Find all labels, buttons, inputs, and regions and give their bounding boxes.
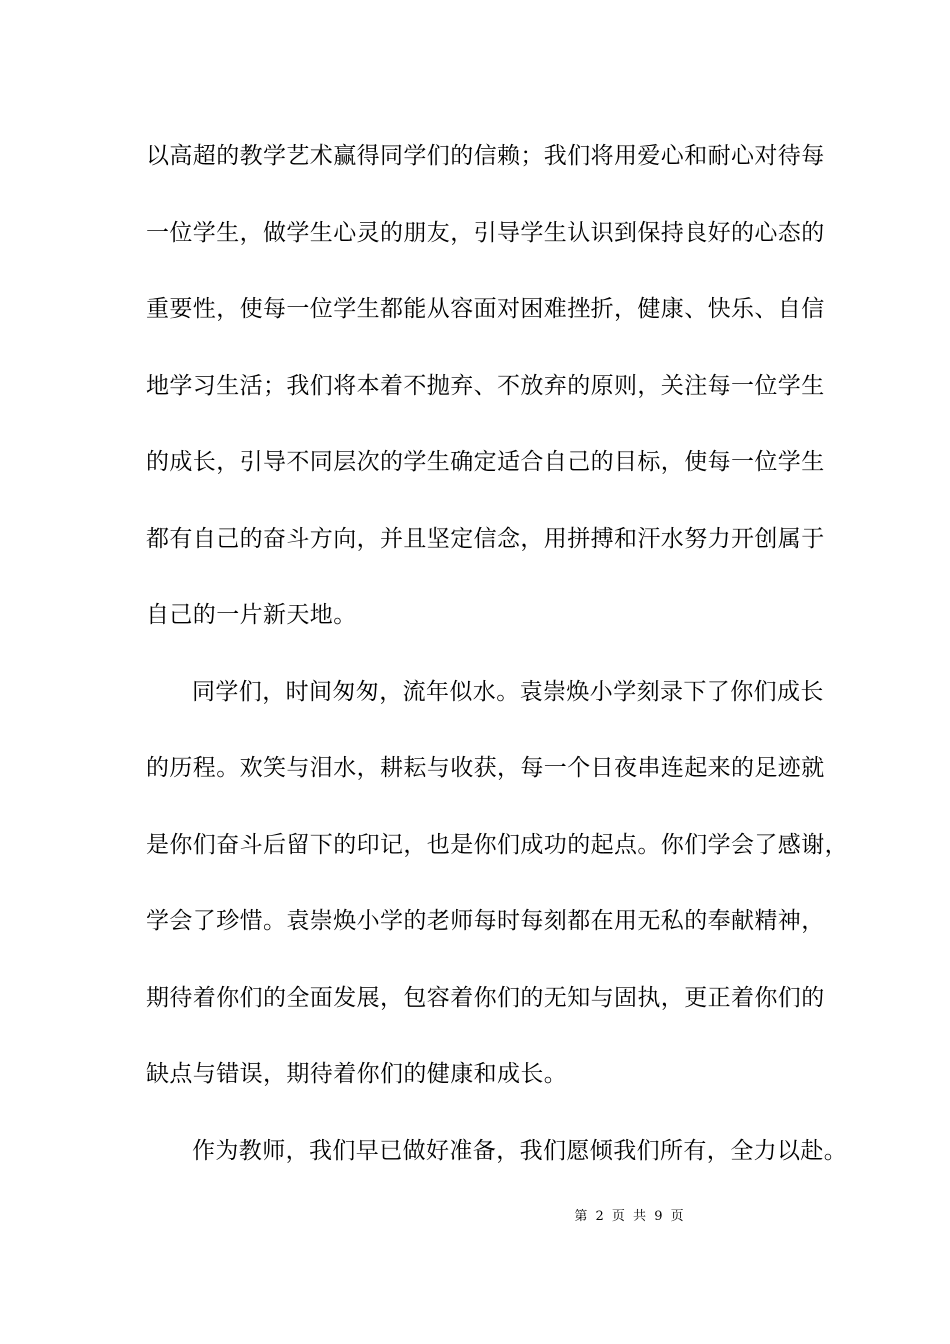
paragraph-1-line-2: 一位学生，做学生心灵的朋友，引导学生认识到保持良好的心态的 bbox=[146, 220, 825, 246]
paragraph-2-line-2: 的历程。欢笑与泪水，耕耘与收获，每一个日夜串连起来的足迹就 bbox=[146, 755, 825, 781]
paragraph-1-line-3: 重要性，使每一位学生都能从容面对困难挫折，健康、快乐、自信 bbox=[146, 296, 825, 322]
paragraph-2-line-1: 同学们，时间匆匆，流年似水。袁崇焕小学刻录下了你们成长 bbox=[192, 679, 824, 705]
paragraph-1-line-4: 地学习生活；我们将本着不抛弃、不放弃的原则，关注每一位学生 bbox=[146, 373, 825, 399]
paragraph-1-line-5: 的成长，引导不同层次的学生确定适合自己的目标，使每一位学生 bbox=[146, 449, 825, 475]
page-number: 第 2 页 共 9 页 bbox=[574, 1209, 686, 1224]
paragraph-1-line-1: 以高超的教学艺术赢得同学们的信赖；我们将用爱心和耐心对待每 bbox=[146, 143, 825, 169]
paragraph-1-line-7: 自己的一片新天地。 bbox=[146, 602, 357, 628]
paragraph-2-line-4: 学会了珍惜。袁崇焕小学的老师每时每刻都在用无私的奉献精神， bbox=[146, 908, 825, 934]
paragraph-1-line-6: 都有自己的奋斗方向，并且坚定信念，用拼搏和汗水努力开创属于 bbox=[146, 526, 825, 552]
paragraph-2-line-3: 是你们奋斗后留下的印记，也是你们成功的起点。你们学会了感谢， bbox=[146, 832, 848, 858]
page-footer bbox=[0, 1208, 950, 1226]
paragraph-2-line-5: 期待着你们的全面发展，包容着你们的无知与固执，更正着你们的 bbox=[146, 985, 825, 1011]
paragraph-3-line-1: 作为教师，我们早已做好准备，我们愿倾我们所有，全力以赴。 bbox=[192, 1138, 848, 1164]
paragraph-2-line-6: 缺点与错误，期待着你们的健康和成长。 bbox=[146, 1061, 568, 1087]
